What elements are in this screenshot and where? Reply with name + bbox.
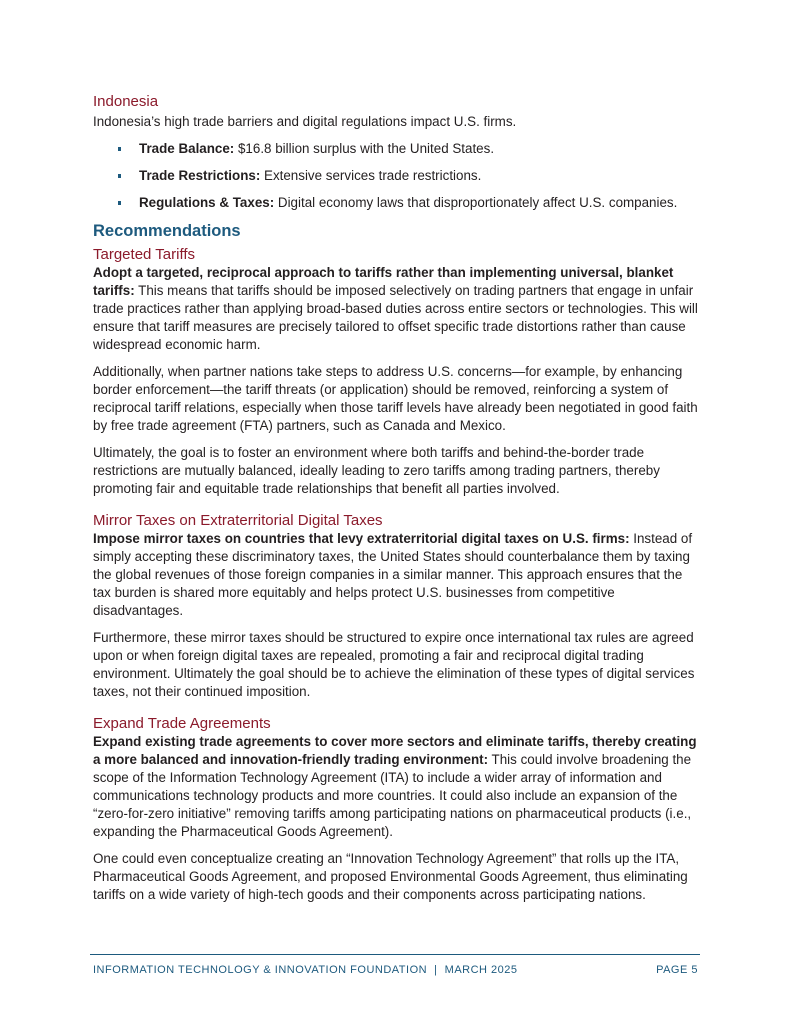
mirror-taxes-para1	[93, 530, 698, 620]
footer-divider	[90, 954, 700, 955]
list-item	[93, 140, 698, 158]
bullet-text: $16.8 billion surplus with the United States.	[234, 141, 495, 156]
list-item	[93, 194, 698, 212]
targeted-tariffs-para2: Additionally, when partner nations take steps to address U.S. concerns—for example, by enhancing border enforcement—the tariff threats (or application) should be removed, reinforcing a system of reciprocal tariff relations, especially when those tariff levels have already been negotiated in good faith by free trade agreement (FTA) partners, such as Canada and Mexico.	[93, 364, 698, 433]
body-text: This could involve broadening the scope of the Information Technology Agreement (ITA) to include a wider array of information and communications technology products and more countries. It could also include an expansion of the “zero-for-zero initiative” removing tariffs among participating nations on pharmaceutical products (i.e., expanding the Pharmaceutical Goods Agreement).	[93, 752, 692, 839]
body-text: This means that tariffs should be imposed selectively on trading partners that engage in unfair trade practices rather than applying broad-based duties across entire sectors or technologies. This will ensure that tariff measures are precisely tailored to offset specific trade distortions rather than cause widespread economic harm.	[93, 283, 698, 352]
body-text: Instead of simply accepting these discriminatory taxes, the United States should counterbalance them by taxing the global revenues of those foreign companies in a similar manner. This approach ensures that the tax burden is shared more equitably and helps protect U.S. businesses from competitive disadvantages.	[93, 531, 693, 618]
footer-org-date: INFORMATION TECHNOLOGY & INNOVATION FOUNDATION | MARCH 2025	[93, 964, 518, 976]
list-item	[93, 167, 698, 185]
bullet-text: Extensive services trade restrictions.	[260, 168, 482, 183]
recommendations-heading: Recommendations	[93, 222, 241, 240]
targeted-tariffs-para3: Ultimately, the goal is to foster an environment where both tariffs and behind-the-border trade restrictions are mutually balanced, ideally leading to zero tariffs among trading partners, thereby promoting fair and equitable trade relationships that benefit all parties involved.	[93, 445, 660, 496]
expand-trade-heading: Expand Trade Agreements	[93, 715, 271, 732]
bullet-icon	[118, 174, 121, 178]
lead-text: Adopt a targeted, reciprocal approach to tariffs rather than implementing universal, blanket tariffs:	[93, 265, 674, 298]
bullet-icon	[118, 201, 121, 205]
expand-trade-para2: One could even conceptualize creating an “Innovation Technology Agreement” that rolls up the ITA, Pharmaceutical Goods Agreement, and proposed Environmental Goods Agreement, thus eliminating tariffs on a wide variety of high-tech goods and their components across participating nations.	[93, 851, 688, 902]
bullet-label: Regulations & Taxes:	[139, 195, 275, 210]
page-number: PAGE 5	[656, 964, 698, 976]
expand-trade-para1	[93, 733, 698, 841]
page-footer	[93, 964, 698, 976]
targeted-tariffs-para1	[93, 264, 698, 354]
indonesia-intro: Indonesia’s high trade barriers and digital regulations impact U.S. firms.	[93, 114, 517, 129]
lead-text: Expand existing trade agreements to cover more sectors and eliminate tariffs, thereby creating a more balanced and innovation-friendly trading environment:	[93, 734, 697, 767]
indonesia-heading: Indonesia	[93, 93, 159, 110]
indonesia-bullet-list	[93, 140, 698, 212]
mirror-taxes-para2: Furthermore, these mirror taxes should be structured to expire once international tax rules are agreed upon or when foreign digital taxes are repealed, promoting a fair and reciprocal digital trading environment. Ultimately the goal should be to achieve the elimination of these types of digital services taxes, not their continued imposition.	[93, 630, 695, 699]
page-content	[93, 93, 698, 904]
bullet-label: Trade Restrictions:	[139, 168, 261, 183]
bullet-icon	[118, 147, 121, 151]
targeted-tariffs-heading: Targeted Tariffs	[93, 246, 196, 263]
bullet-text: Digital economy laws that disproportionately affect U.S. companies.	[274, 195, 678, 210]
bullet-label: Trade Balance:	[139, 141, 235, 156]
mirror-taxes-heading: Mirror Taxes on Extraterritorial Digital Taxes	[93, 512, 383, 529]
lead-text: Impose mirror taxes on countries that levy extraterritorial digital taxes on U.S. firms:	[93, 531, 630, 546]
